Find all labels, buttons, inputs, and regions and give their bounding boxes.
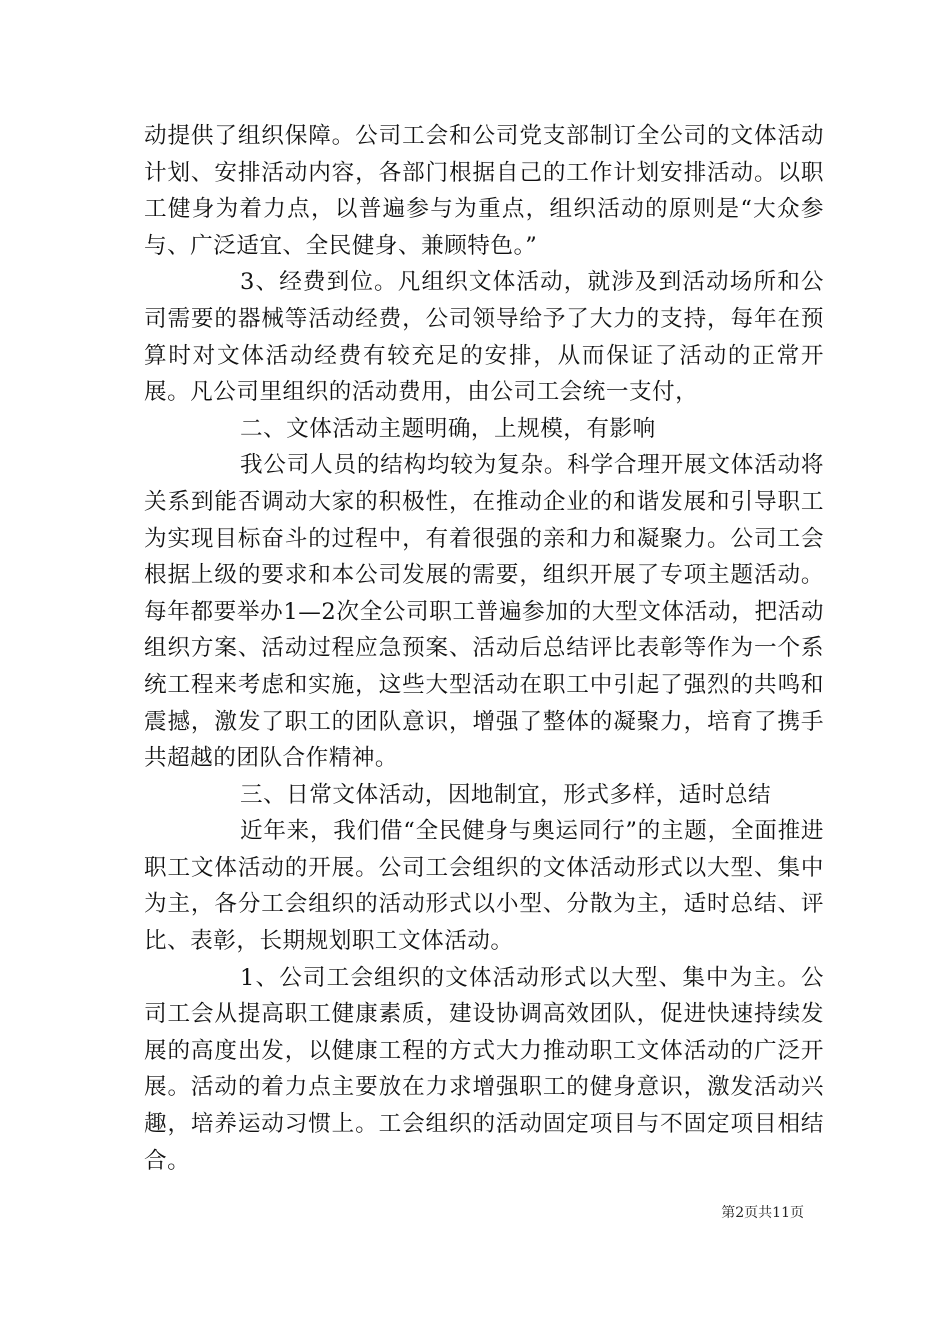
paragraph-theme-activities: 我公司人员的结构均较为复杂。科学合理开展文体活动将关系到能否调动大家的积极性，在推动企业的和谐发展和引导职工为实现目标奋斗的过程中，有着很强的亲和力和凝聚力。公司工会根据上级的要求和本公司发展的需要，组织开展了专项主题活动。每年都要举办1—2次全公司职工普遍参加的大型文体活动，把活动组织方案、活动过程应急预案、活动后总结评比表彰等作为一个系统工程来考虑和实施，这些大型活动在职工中引起了强烈的共鸣和震撼，激发了职工的团队意识，增强了整体的凝聚力，培育了携手共超越的团队合作精神。 (144, 452, 824, 772)
page-number-label: 第2页共11页 (721, 1205, 804, 1221)
paragraph-organization-guarantee: 动提供了组织保障。公司工会和公司党支部制订全公司的文体活动计划、安排活动内容，各部门根据自己的工作计划安排活动。以职工健身为着力点，以普遍参与为重点，组织活动的原则是“大众参与、广泛适宜、全民健身、兼顾特色。” (144, 123, 824, 259)
section-heading-2: 二、文体活动主题明确，上规模，有影响 (240, 415, 656, 442)
paragraph-recent-years: 近年来，我们借“全民健身与奥运同行”的主题，全面推进职工文体活动的开展。公司工会组织的文体活动形式以大型、集中为主，各分工会组织的活动形式以小型、分散为主，适时总结、评比、表彰，长期规划职工文体活动。 (144, 818, 824, 955)
page-number-footer (721, 1204, 804, 1222)
paragraph-union-large-activities: 1、公司工会组织的文体活动形式以大型、集中为主。公司工会从提高职工健康素质，建设协调高效团队，促进快速持续发展的高度出发，以健康工程的方式大力推动职工文体活动的广泛开展。活动的着力点主要放在力求增强职工的健身意识，激发活动兴趣，培养运动习惯上。工会组织的活动固定项目与不固定项目相结合。 (144, 964, 824, 1174)
section-heading-3: 三、日常文体活动，因地制宜，形式多样，适时总结 (240, 781, 772, 808)
paragraph-funding-in-place: 3、经费到位。凡组织文体活动，就涉及到活动场所和公司需要的器械等活动经费，公司领导给予了大力的支持，每年在预算时对文体活动经费有较充足的安排，从而保证了活动的正常开展。凡公司里组织的活动费用，由公司工会统一支付， (144, 269, 824, 406)
document-body (144, 118, 824, 1179)
